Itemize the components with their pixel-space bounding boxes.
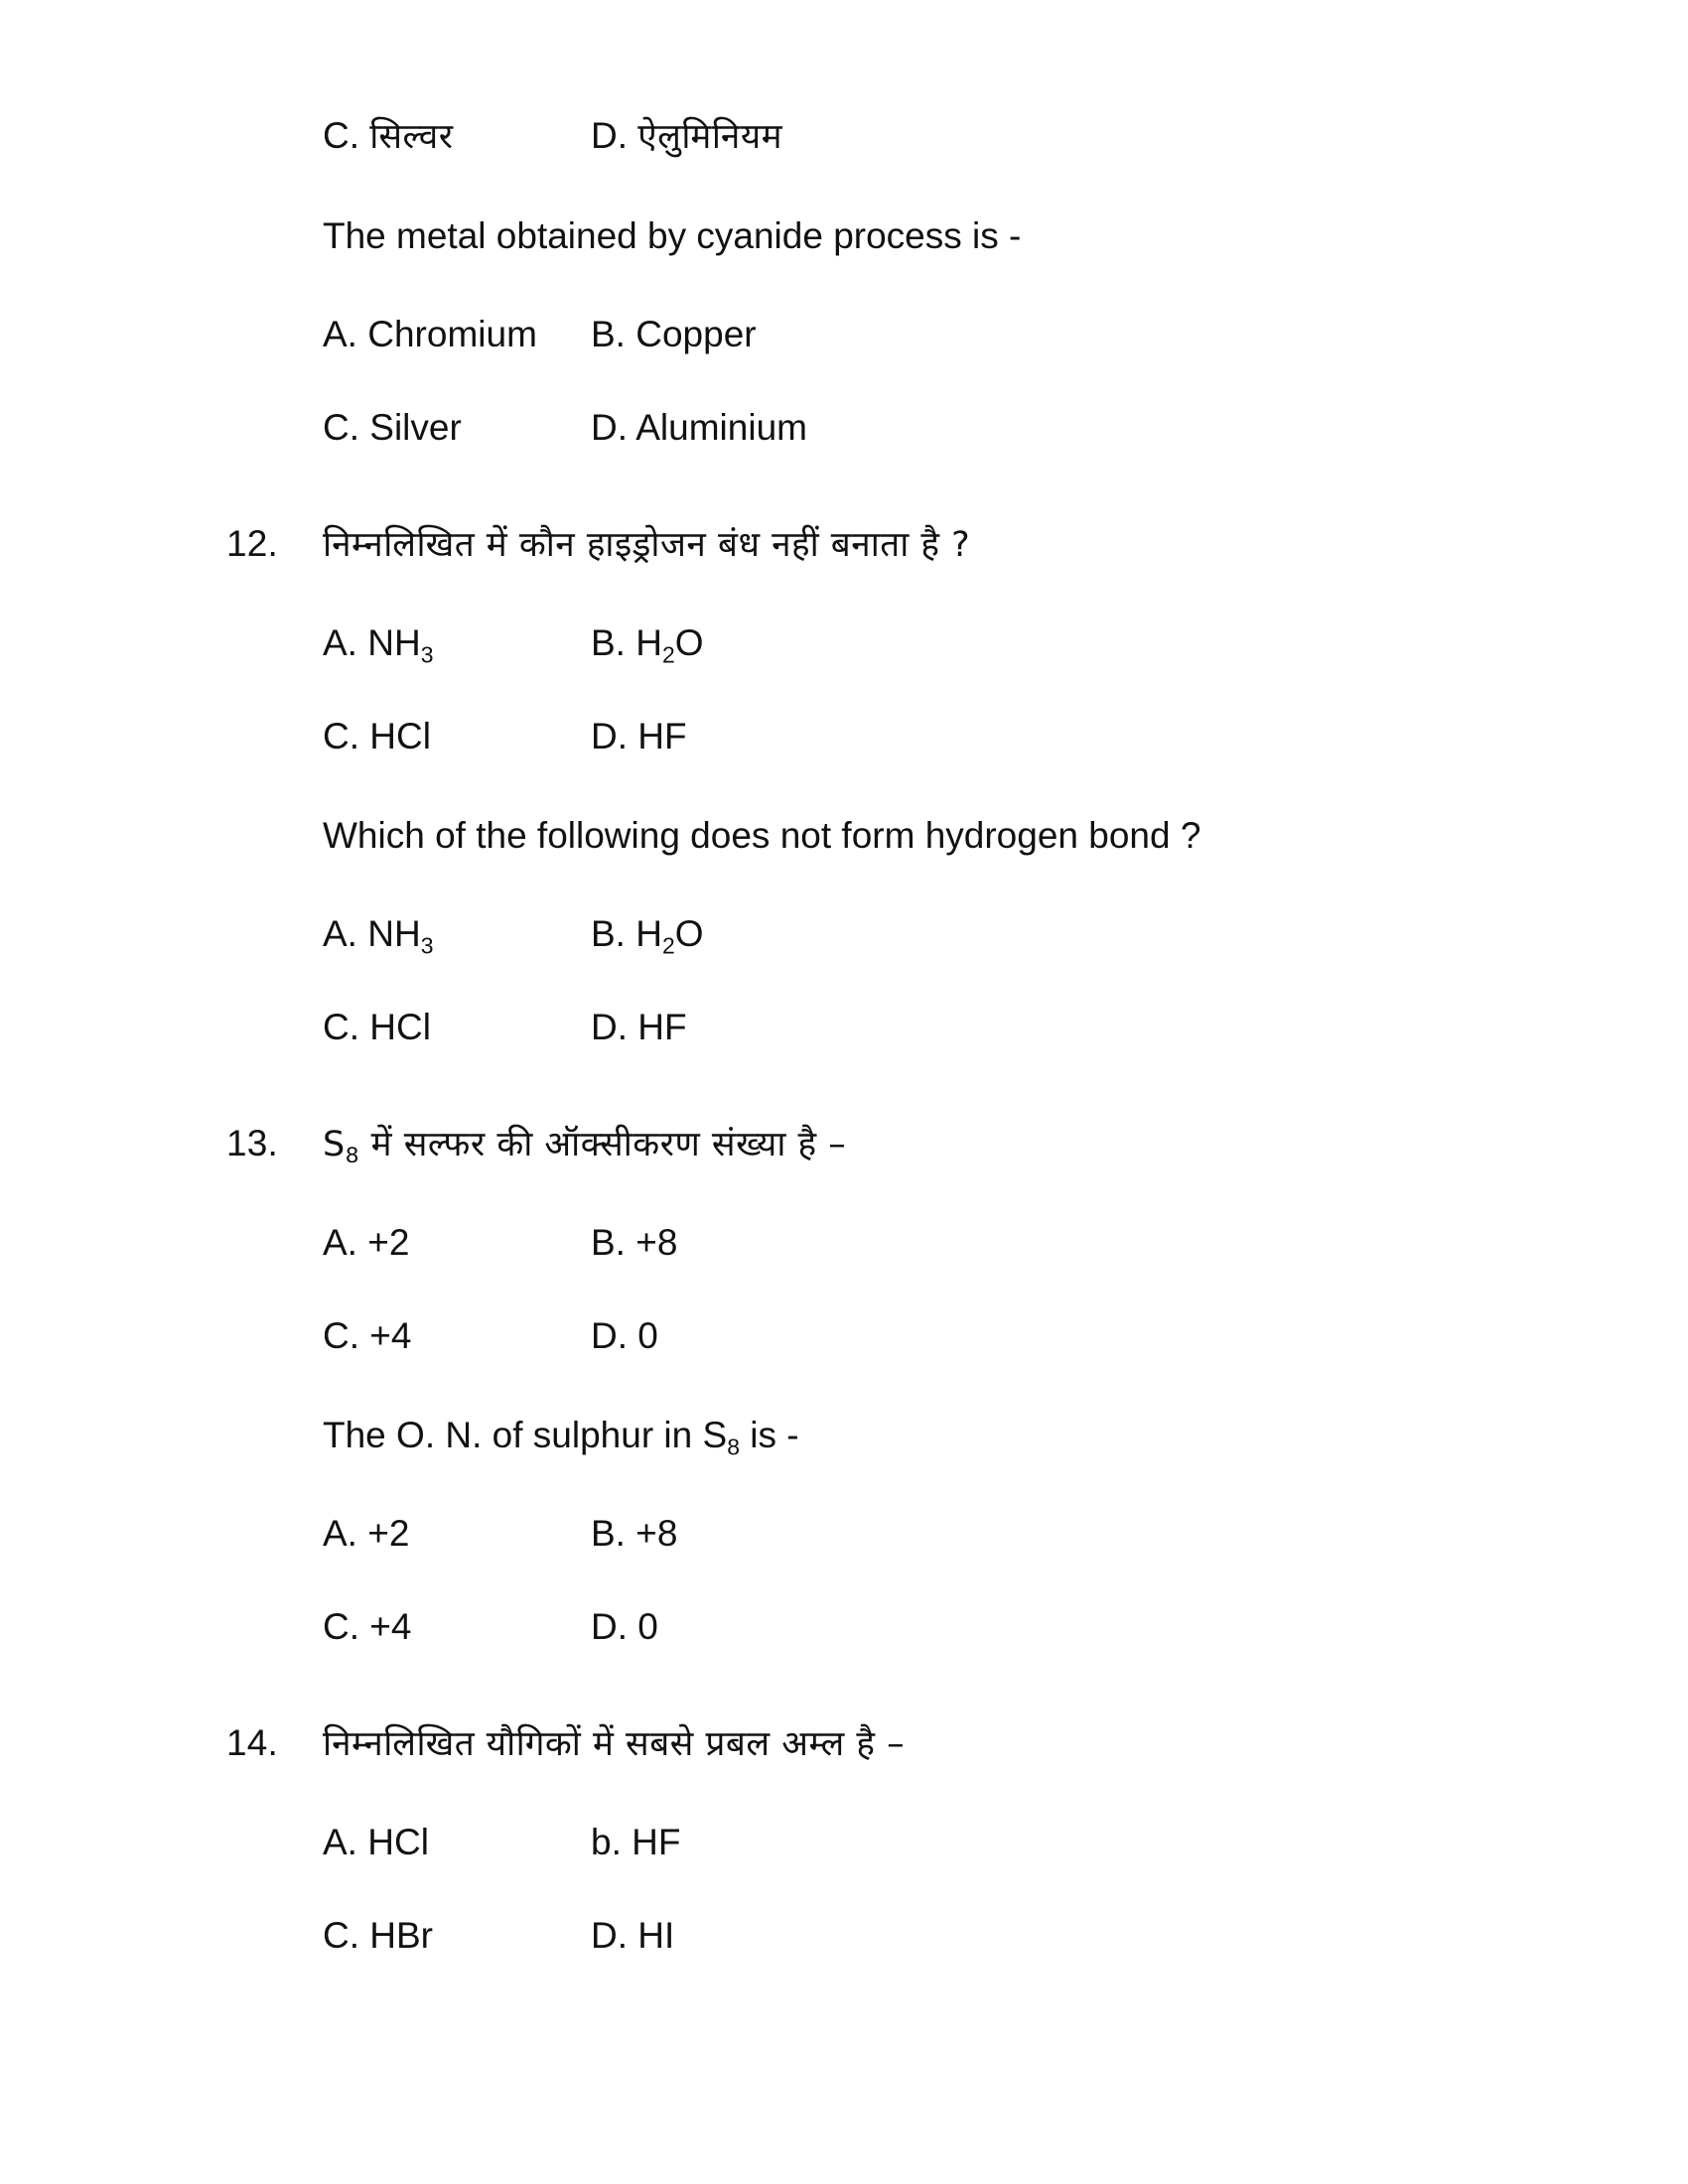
option-subscript: 3 [420,932,434,959]
stem-text-hindi: निम्नलिखित में कौन हाइड्रोजन बंध नहीं बनाता है ? [323,525,971,565]
option-value: +4 [369,1315,412,1356]
option-label: D. [591,407,628,448]
option-label: D. [591,1606,628,1647]
spacer [0,1860,1688,1917]
spacer [0,952,1688,1009]
question-stem-english [0,217,1688,254]
option-c[interactable] [0,117,591,155]
option-label: D. [591,716,628,756]
option-d[interactable] [591,117,1688,155]
option-label: C. [323,407,359,448]
stem-text-hindi: निम्नलिखित यौगिकों में सबसे प्रबल अम्ल है – [323,1724,906,1764]
spacer [0,661,1688,718]
option-label: C. [323,115,359,156]
option-label: B. [591,314,626,354]
option-label: B. [591,913,626,954]
option-c[interactable] [0,409,591,446]
option-row [0,1317,1688,1354]
option-row [0,718,1688,754]
spacer [0,1762,1688,1824]
question-13 [0,1123,1688,1168]
option-row [0,1224,1688,1261]
option-value: HCl [367,1822,429,1862]
question-number: 14. [226,1722,279,1763]
option-label: A. [323,1822,357,1862]
option-value: NH [367,622,421,663]
option-row [0,1824,1688,1860]
option-value: +8 [635,1513,678,1554]
option-value: Silver [369,407,462,448]
option-value: HI [637,1915,675,1956]
option-row [0,1917,1688,1954]
option-label: C. [323,1915,359,1956]
option-value: NH [367,913,421,954]
spacer [0,352,1688,409]
option-value: HCl [369,1007,431,1047]
option-b[interactable] [591,622,1688,668]
option-row [0,409,1688,446]
option-value: +8 [635,1222,678,1263]
option-a[interactable] [0,316,591,352]
spacer [0,1645,1688,1724]
option-value: Copper [635,314,757,354]
option-a[interactable] [0,1824,591,1860]
option-a[interactable] [0,622,591,668]
formula-subscript: 8 [727,1433,740,1460]
option-row [0,913,1688,959]
option-label: A. [323,913,357,954]
option-a[interactable] [0,913,591,959]
option-d[interactable] [591,1317,1688,1354]
spacer [0,1552,1688,1608]
option-label: C. [323,1315,359,1356]
spacer [0,155,1688,217]
option-value: HBr [369,1915,434,1956]
option-row [0,117,1688,155]
spacer [0,446,1688,525]
option-value: +2 [367,1513,410,1554]
question-number: 12. [226,523,279,564]
option-c[interactable] [0,1608,591,1645]
option-label: C. [323,1007,359,1047]
option-d[interactable] [591,409,1688,446]
option-d[interactable] [591,1009,1688,1045]
spacer [0,563,1688,624]
option-c[interactable] [0,1317,591,1354]
option-c[interactable] [0,718,591,754]
option-c[interactable] [0,1917,591,1954]
option-value: 0 [637,1315,658,1356]
option-label: B. [591,1513,626,1554]
option-subscript: 2 [661,641,675,668]
option-a[interactable] [0,1224,591,1261]
question-12 [0,525,1688,563]
question-number: 13. [226,1123,279,1163]
option-value: 0 [637,1606,658,1647]
option-value-post: O [674,913,704,954]
option-b[interactable] [591,1224,1688,1261]
formula-subscript: 8 [345,1143,360,1168]
option-value: +4 [369,1606,412,1647]
spacer [0,1045,1688,1125]
option-value: Chromium [367,314,537,354]
option-label: B. [591,622,626,663]
spacer [0,1261,1688,1317]
option-label: B. [591,1222,626,1263]
spacer [0,1162,1688,1224]
spacer [0,1453,1688,1515]
spacer [0,254,1688,316]
option-value-pre: H [635,622,662,663]
stem-text [323,1415,1688,1460]
option-b[interactable] [591,1824,1688,1860]
option-label: C. [323,716,359,756]
option-label: D. [591,115,628,156]
stem-remainder: में सल्फर की ऑक्सीकरण संख्या है – [359,1125,847,1164]
option-value-post: O [674,622,704,663]
option-value: HCl [369,716,431,756]
option-value: सिल्वर [369,117,454,157]
option-label: A. [323,1513,357,1554]
option-label: A. [323,622,357,663]
stem-prefix: The O. N. of sulphur in S [323,1415,728,1455]
option-row [0,1608,1688,1645]
option-value-pre: H [635,913,662,954]
option-label: A. [323,1222,357,1263]
option-c[interactable] [0,1009,591,1045]
option-label: D. [591,1315,628,1356]
question-14 [0,1724,1688,1762]
spacer [0,754,1688,817]
option-label: A. [323,314,357,354]
option-label: C. [323,1606,359,1647]
option-label: D. [591,1007,628,1047]
top-spacer [0,0,1688,117]
option-a[interactable] [0,1515,591,1552]
stem-text: The metal obtained by cyanide process is - [323,215,1022,256]
question-12-english [0,817,1688,854]
option-value: HF [637,716,687,756]
option-d[interactable] [591,1917,1688,1954]
option-b[interactable] [591,316,1688,352]
question-13-english [0,1415,1688,1460]
option-b[interactable] [591,1515,1688,1552]
option-row [0,622,1688,668]
stem-text: Which of the following does not form hydrogen bond ? [323,815,1201,856]
spacer [0,854,1688,915]
option-row [0,1515,1688,1552]
option-value: HF [637,1007,687,1047]
option-label: D. [591,1915,628,1956]
option-subscript: 3 [420,641,434,668]
option-subscript: 2 [661,932,675,959]
spacer [0,1354,1688,1417]
option-value: Aluminium [635,407,807,448]
option-value: ऐलुमिनियम [637,117,783,157]
option-value: +2 [367,1222,410,1263]
option-value: HF [632,1822,681,1862]
option-label: b. [591,1822,622,1862]
stem-suffix: is - [739,1415,799,1455]
option-row [0,316,1688,352]
option-d[interactable] [591,1608,1688,1645]
option-b[interactable] [591,913,1688,959]
option-row [0,1009,1688,1045]
formula-base: S [323,1125,346,1164]
stem-text-hindi [323,1125,1688,1168]
option-d[interactable] [591,718,1688,754]
